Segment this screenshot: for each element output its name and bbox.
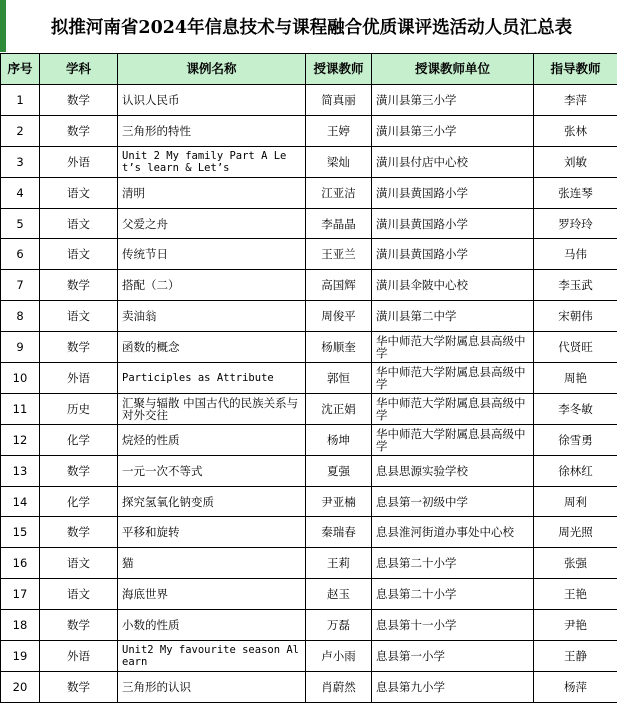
subject-cell [40, 548, 118, 579]
teacher-unit-cell [372, 455, 534, 486]
row-number-cell-text: 12 [12, 432, 28, 447]
subject-cell [40, 270, 118, 301]
row-number-cell-text: 14 [12, 494, 28, 509]
lesson-name-cell [118, 610, 306, 641]
teacher-cell-text: 梁灿 [327, 154, 350, 169]
column-header-unit: 授课教师单位 [372, 54, 534, 85]
subject-cell [40, 393, 118, 424]
subject-cell [40, 239, 118, 270]
lesson-name-cell [118, 239, 306, 270]
subject-cell-text: 数学 [67, 92, 90, 107]
row-number-cell [1, 671, 40, 702]
row-number-cell-text: 3 [16, 154, 24, 169]
row-number-cell [1, 610, 40, 641]
teacher-cell [306, 455, 372, 486]
lesson-name-cell-text: 探究氢氧化钠变质 [122, 495, 214, 508]
row-number-cell [1, 332, 40, 363]
row-number-cell [1, 85, 40, 116]
table-row [1, 146, 617, 177]
teacher-unit-cell-text: 息县思源实验学校 [376, 464, 468, 477]
teacher-cell [306, 671, 372, 702]
subject-cell [40, 455, 118, 486]
table-row [1, 363, 617, 394]
table-row [1, 301, 617, 332]
subject-cell-text: 语文 [67, 247, 90, 262]
teacher-cell-text: 赵玉 [327, 587, 350, 602]
subject-cell [40, 177, 118, 208]
teacher-cell [306, 270, 372, 301]
subject-cell-text: 数学 [67, 463, 90, 478]
row-number-cell-text: 15 [12, 525, 28, 540]
table-row [1, 424, 617, 455]
table-row [1, 393, 617, 424]
row-number-cell [1, 301, 40, 332]
subject-cell-text: 语文 [67, 556, 90, 571]
row-number-cell-text: 6 [16, 247, 24, 262]
subject-cell-text: 化学 [67, 494, 90, 509]
mentor-cell [534, 363, 617, 394]
teacher-cell [306, 208, 372, 239]
subject-cell [40, 579, 118, 610]
mentor-cell-text: 刘敏 [564, 154, 587, 169]
teacher-cell [306, 424, 372, 455]
subject-cell [40, 424, 118, 455]
mentor-cell-text: 徐雪勇 [558, 432, 593, 447]
table-body [1, 85, 617, 703]
teacher-cell [306, 85, 372, 116]
table-row [1, 548, 617, 579]
table-row [1, 641, 617, 672]
teacher-cell [306, 239, 372, 270]
teacher-unit-cell [372, 610, 534, 641]
mentor-cell [534, 579, 617, 610]
lesson-name-cell [118, 85, 306, 116]
column-header-subject: 学科 [40, 54, 118, 85]
lesson-name-cell-text: 三角形的特性 [122, 124, 191, 137]
teacher-unit-cell [372, 424, 534, 455]
lesson-name-cell-text: 父爱之舟 [122, 217, 168, 230]
teacher-unit-cell-text: 华中师范大学附属息县高级中学 [376, 335, 526, 360]
subject-cell [40, 610, 118, 641]
teacher-unit-cell [372, 517, 534, 548]
table-row [1, 579, 617, 610]
table-row [1, 486, 617, 517]
teacher-unit-cell [372, 301, 534, 332]
teacher-unit-cell-text: 潢川县黄国路小学 [376, 186, 468, 199]
row-number-cell-text: 5 [16, 216, 24, 231]
teacher-unit-cell-text: 息县第十一小学 [376, 619, 457, 632]
subject-cell-text: 数学 [67, 679, 90, 694]
mentor-cell-text: 周利 [564, 494, 587, 509]
row-number-cell [1, 208, 40, 239]
mentor-cell [534, 393, 617, 424]
teacher-unit-cell-text: 息县第二十小学 [376, 588, 457, 601]
teacher-cell [306, 641, 372, 672]
row-number-cell [1, 424, 40, 455]
table-row [1, 208, 617, 239]
mentor-cell [534, 270, 617, 301]
mentor-cell [534, 424, 617, 455]
teacher-cell-text: 秦瑞春 [321, 525, 356, 540]
mentor-cell [534, 146, 617, 177]
subject-cell [40, 671, 118, 702]
teacher-unit-cell [372, 671, 534, 702]
mentor-cell-text: 尹艳 [564, 618, 587, 633]
teacher-unit-cell [372, 393, 534, 424]
teacher-cell [306, 548, 372, 579]
subject-cell [40, 332, 118, 363]
column-header-teacher: 授课教师 [306, 54, 372, 85]
mentor-cell [534, 610, 617, 641]
lesson-name-cell-text: 海底世界 [122, 588, 168, 601]
teacher-unit-cell-text: 华中师范大学附属息县高级中学 [376, 427, 526, 452]
subject-cell [40, 641, 118, 672]
row-number-cell [1, 239, 40, 270]
row-number-cell [1, 363, 40, 394]
mentor-cell [534, 641, 617, 672]
teacher-cell-text: 高国辉 [321, 278, 356, 293]
teacher-cell [306, 146, 372, 177]
subject-cell-text: 语文 [67, 309, 90, 324]
lesson-name-cell [118, 671, 306, 702]
table-row [1, 270, 617, 301]
teacher-cell-text: 周俊平 [321, 309, 356, 324]
teacher-unit-cell-text: 潢川县黄国路小学 [376, 217, 468, 230]
table-row [1, 455, 617, 486]
teacher-unit-cell-text: 潢川县黄国路小学 [376, 248, 468, 261]
lesson-name-cell-text: 函数的概念 [122, 341, 180, 354]
row-number-cell [1, 486, 40, 517]
lesson-name-cell-text: 卖油翁 [122, 310, 157, 323]
row-number-cell [1, 115, 40, 146]
teacher-unit-cell [372, 85, 534, 116]
lesson-name-cell-text: 传统节日 [122, 248, 168, 261]
subject-cell [40, 517, 118, 548]
teacher-unit-cell [372, 239, 534, 270]
teacher-cell-text: 王婷 [327, 123, 350, 138]
lesson-name-cell [118, 641, 306, 672]
table-row [1, 671, 617, 702]
table-row [1, 177, 617, 208]
lesson-name-cell-text: 烷烃的性质 [122, 433, 180, 446]
teacher-unit-cell [372, 270, 534, 301]
row-number-cell-text: 20 [12, 679, 28, 694]
subject-cell-text: 外语 [67, 648, 90, 663]
lesson-name-cell [118, 486, 306, 517]
teacher-unit-cell-text: 息县第二十小学 [376, 557, 457, 570]
row-number-cell [1, 393, 40, 424]
row-number-cell-text: 1 [16, 92, 24, 107]
teacher-unit-cell-text: 潢川县第三小学 [376, 93, 457, 106]
teacher-unit-cell [372, 208, 534, 239]
row-number-cell-text: 19 [12, 648, 28, 663]
column-header-lesson: 课例名称 [118, 54, 306, 85]
lesson-name-cell-text: 猫 [122, 557, 134, 570]
column-header-mentor: 指导教师 [534, 54, 617, 85]
table-row [1, 239, 617, 270]
mentor-cell [534, 332, 617, 363]
teacher-cell [306, 517, 372, 548]
teacher-cell-text: 王亚兰 [321, 247, 356, 262]
lesson-name-cell-text: 一元一次不等式 [122, 464, 203, 477]
subject-cell-text: 外语 [67, 154, 90, 169]
teacher-cell-text: 简真丽 [321, 92, 356, 107]
teacher-unit-cell-text: 华中师范大学附属息县高级中学 [376, 396, 526, 421]
row-number-cell [1, 270, 40, 301]
lesson-name-cell [118, 393, 306, 424]
subject-cell-text: 化学 [67, 432, 90, 447]
row-number-cell-text: 17 [12, 587, 28, 602]
teacher-cell [306, 486, 372, 517]
lesson-name-cell [118, 517, 306, 548]
mentor-cell-text: 张林 [564, 123, 587, 138]
teacher-unit-cell [372, 579, 534, 610]
teacher-unit-cell-text: 息县淮河街道办事处中心校 [376, 526, 514, 539]
row-number-cell-text: 9 [16, 340, 24, 355]
teacher-cell [306, 610, 372, 641]
subject-cell-text: 语文 [67, 216, 90, 231]
teacher-cell [306, 332, 372, 363]
teacher-cell [306, 393, 372, 424]
lesson-name-cell [118, 424, 306, 455]
teacher-cell-text: 李晶晶 [321, 216, 356, 231]
mentor-cell [534, 115, 617, 146]
table-row [1, 85, 617, 116]
mentor-cell-text: 李冬敏 [558, 401, 593, 416]
subject-cell-text: 数学 [67, 123, 90, 138]
lesson-name-cell-text: 搭配（二） [122, 279, 180, 292]
subject-cell [40, 208, 118, 239]
table-row [1, 517, 617, 548]
teacher-cell-text: 卢小雨 [321, 648, 356, 663]
mentor-cell-text: 罗玲玲 [558, 216, 593, 231]
mentor-cell [534, 486, 617, 517]
mentor-cell-text: 张强 [564, 556, 587, 571]
mentor-cell-text: 王艳 [564, 587, 587, 602]
subject-cell [40, 85, 118, 116]
lesson-name-cell-text: 三角形的认识 [122, 680, 191, 693]
teacher-unit-cell-text: 息县第一初级中学 [376, 495, 468, 508]
mentor-cell-text: 马伟 [564, 247, 587, 262]
mentor-cell [534, 517, 617, 548]
mentor-cell [534, 177, 617, 208]
subject-cell-text: 数学 [67, 618, 90, 633]
mentor-cell [534, 239, 617, 270]
row-number-cell [1, 455, 40, 486]
row-number-cell [1, 548, 40, 579]
mentor-cell [534, 671, 617, 702]
teacher-unit-cell-text: 华中师范大学附属息县高级中学 [376, 365, 526, 390]
row-number-cell-text: 4 [16, 185, 24, 200]
row-number-cell [1, 517, 40, 548]
row-number-cell-text: 11 [12, 401, 28, 416]
lesson-name-cell [118, 455, 306, 486]
teacher-cell [306, 301, 372, 332]
lesson-name-cell-text: 认识人民币 [122, 93, 180, 106]
teacher-cell [306, 579, 372, 610]
teacher-cell-text: 杨顺奎 [321, 340, 356, 355]
teacher-unit-cell-text: 息县第一小学 [376, 649, 445, 662]
lesson-name-cell [118, 146, 306, 177]
mentor-cell-text: 李萍 [564, 92, 587, 107]
column-header-no: 序号 [1, 54, 40, 85]
teacher-unit-cell-text: 潢川县第二中学 [376, 310, 457, 323]
page-title: 拟推河南省2024年信息技术与课程融合优质课评选活动人员汇总表 [50, 17, 573, 38]
teacher-cell-text: 夏强 [327, 463, 350, 478]
lesson-name-cell-text: 清明 [122, 186, 145, 199]
teacher-cell-text: 肖蔚然 [321, 679, 356, 694]
teacher-cell-text: 王莉 [327, 556, 350, 571]
lesson-name-cell-text: Participles as Attribute [122, 371, 274, 384]
row-number-cell [1, 579, 40, 610]
teacher-cell [306, 115, 372, 146]
mentor-cell-text: 徐林红 [558, 463, 593, 478]
subject-cell-text: 外语 [67, 370, 90, 385]
subject-cell-text: 数学 [67, 525, 90, 540]
subject-cell-text: 历史 [67, 401, 90, 416]
mentor-cell-text: 宋朝伟 [558, 309, 593, 324]
subject-cell-text: 语文 [67, 185, 90, 200]
lesson-name-cell-text: 平移和旋转 [122, 526, 180, 539]
subject-cell-text: 数学 [67, 340, 90, 355]
teacher-cell-text: 杨坤 [327, 432, 350, 447]
lesson-name-cell [118, 363, 306, 394]
lesson-name-cell-text: 小数的性质 [122, 619, 180, 632]
mentor-cell-text: 杨萍 [564, 679, 587, 694]
row-number-cell-text: 18 [12, 618, 28, 633]
lesson-name-cell-text: Unit 2 My family Part A Let’s learn & Let’s [122, 149, 287, 174]
teacher-unit-cell [372, 641, 534, 672]
mentor-cell [534, 301, 617, 332]
lesson-name-cell-text: Unit2 My favourite season Alearn [122, 643, 300, 668]
teacher-unit-cell [372, 177, 534, 208]
lesson-name-cell [118, 208, 306, 239]
row-number-cell [1, 177, 40, 208]
mentor-cell-text: 周艳 [564, 370, 587, 385]
teacher-cell-text: 沈正娟 [321, 401, 356, 416]
mentor-cell [534, 455, 617, 486]
teacher-unit-cell [372, 363, 534, 394]
teacher-cell-text: 万磊 [327, 618, 350, 633]
subject-cell [40, 486, 118, 517]
lesson-name-cell [118, 579, 306, 610]
table-row [1, 332, 617, 363]
mentor-cell-text: 周光照 [558, 525, 593, 540]
subject-cell [40, 146, 118, 177]
row-number-cell-text: 2 [16, 123, 24, 138]
teacher-cell-text: 郭恒 [327, 370, 350, 385]
mentor-cell [534, 85, 617, 116]
mentor-cell [534, 548, 617, 579]
lesson-name-cell-text: 汇聚与辐散 中国古代的民族关系与对外交往 [122, 396, 299, 421]
teacher-cell [306, 177, 372, 208]
teacher-unit-cell [372, 146, 534, 177]
table-row [1, 115, 617, 146]
lesson-name-cell [118, 115, 306, 146]
lesson-name-cell [118, 177, 306, 208]
teacher-unit-cell-text: 潢川县伞陂中心校 [376, 279, 468, 292]
lesson-name-cell [118, 332, 306, 363]
teacher-unit-cell [372, 332, 534, 363]
teacher-cell-text: 尹亚楠 [321, 494, 356, 509]
teacher-unit-cell-text: 息县第九小学 [376, 680, 445, 693]
lesson-name-cell [118, 270, 306, 301]
subject-cell-text: 数学 [67, 278, 90, 293]
teacher-unit-cell [372, 486, 534, 517]
teacher-cell-text: 江亚洁 [321, 185, 356, 200]
mentor-cell [534, 208, 617, 239]
row-number-cell-text: 8 [16, 309, 24, 324]
teacher-cell [306, 363, 372, 394]
row-number-cell [1, 146, 40, 177]
subject-cell [40, 363, 118, 394]
row-number-cell [1, 641, 40, 672]
mentor-cell-text: 李玉武 [558, 278, 593, 293]
row-number-cell-text: 16 [12, 556, 28, 571]
row-number-cell-text: 10 [12, 370, 28, 385]
table-row [1, 610, 617, 641]
teacher-unit-cell [372, 115, 534, 146]
row-number-cell-text: 13 [12, 463, 28, 478]
subject-cell-text: 语文 [67, 587, 90, 602]
table-header-row [1, 54, 617, 85]
mentor-cell-text: 王静 [564, 648, 587, 663]
mentor-cell-text: 代贤旺 [558, 340, 593, 355]
teacher-unit-cell-text: 潢川县付店中心校 [376, 155, 468, 168]
subject-cell [40, 301, 118, 332]
teacher-unit-cell-text: 潢川县第三小学 [376, 124, 457, 137]
subject-cell [40, 115, 118, 146]
lesson-name-cell [118, 548, 306, 579]
row-number-cell-text: 7 [16, 278, 24, 293]
mentor-cell-text: 张连琴 [558, 185, 593, 200]
summary-table [0, 53, 617, 703]
lesson-name-cell [118, 301, 306, 332]
teacher-unit-cell [372, 548, 534, 579]
